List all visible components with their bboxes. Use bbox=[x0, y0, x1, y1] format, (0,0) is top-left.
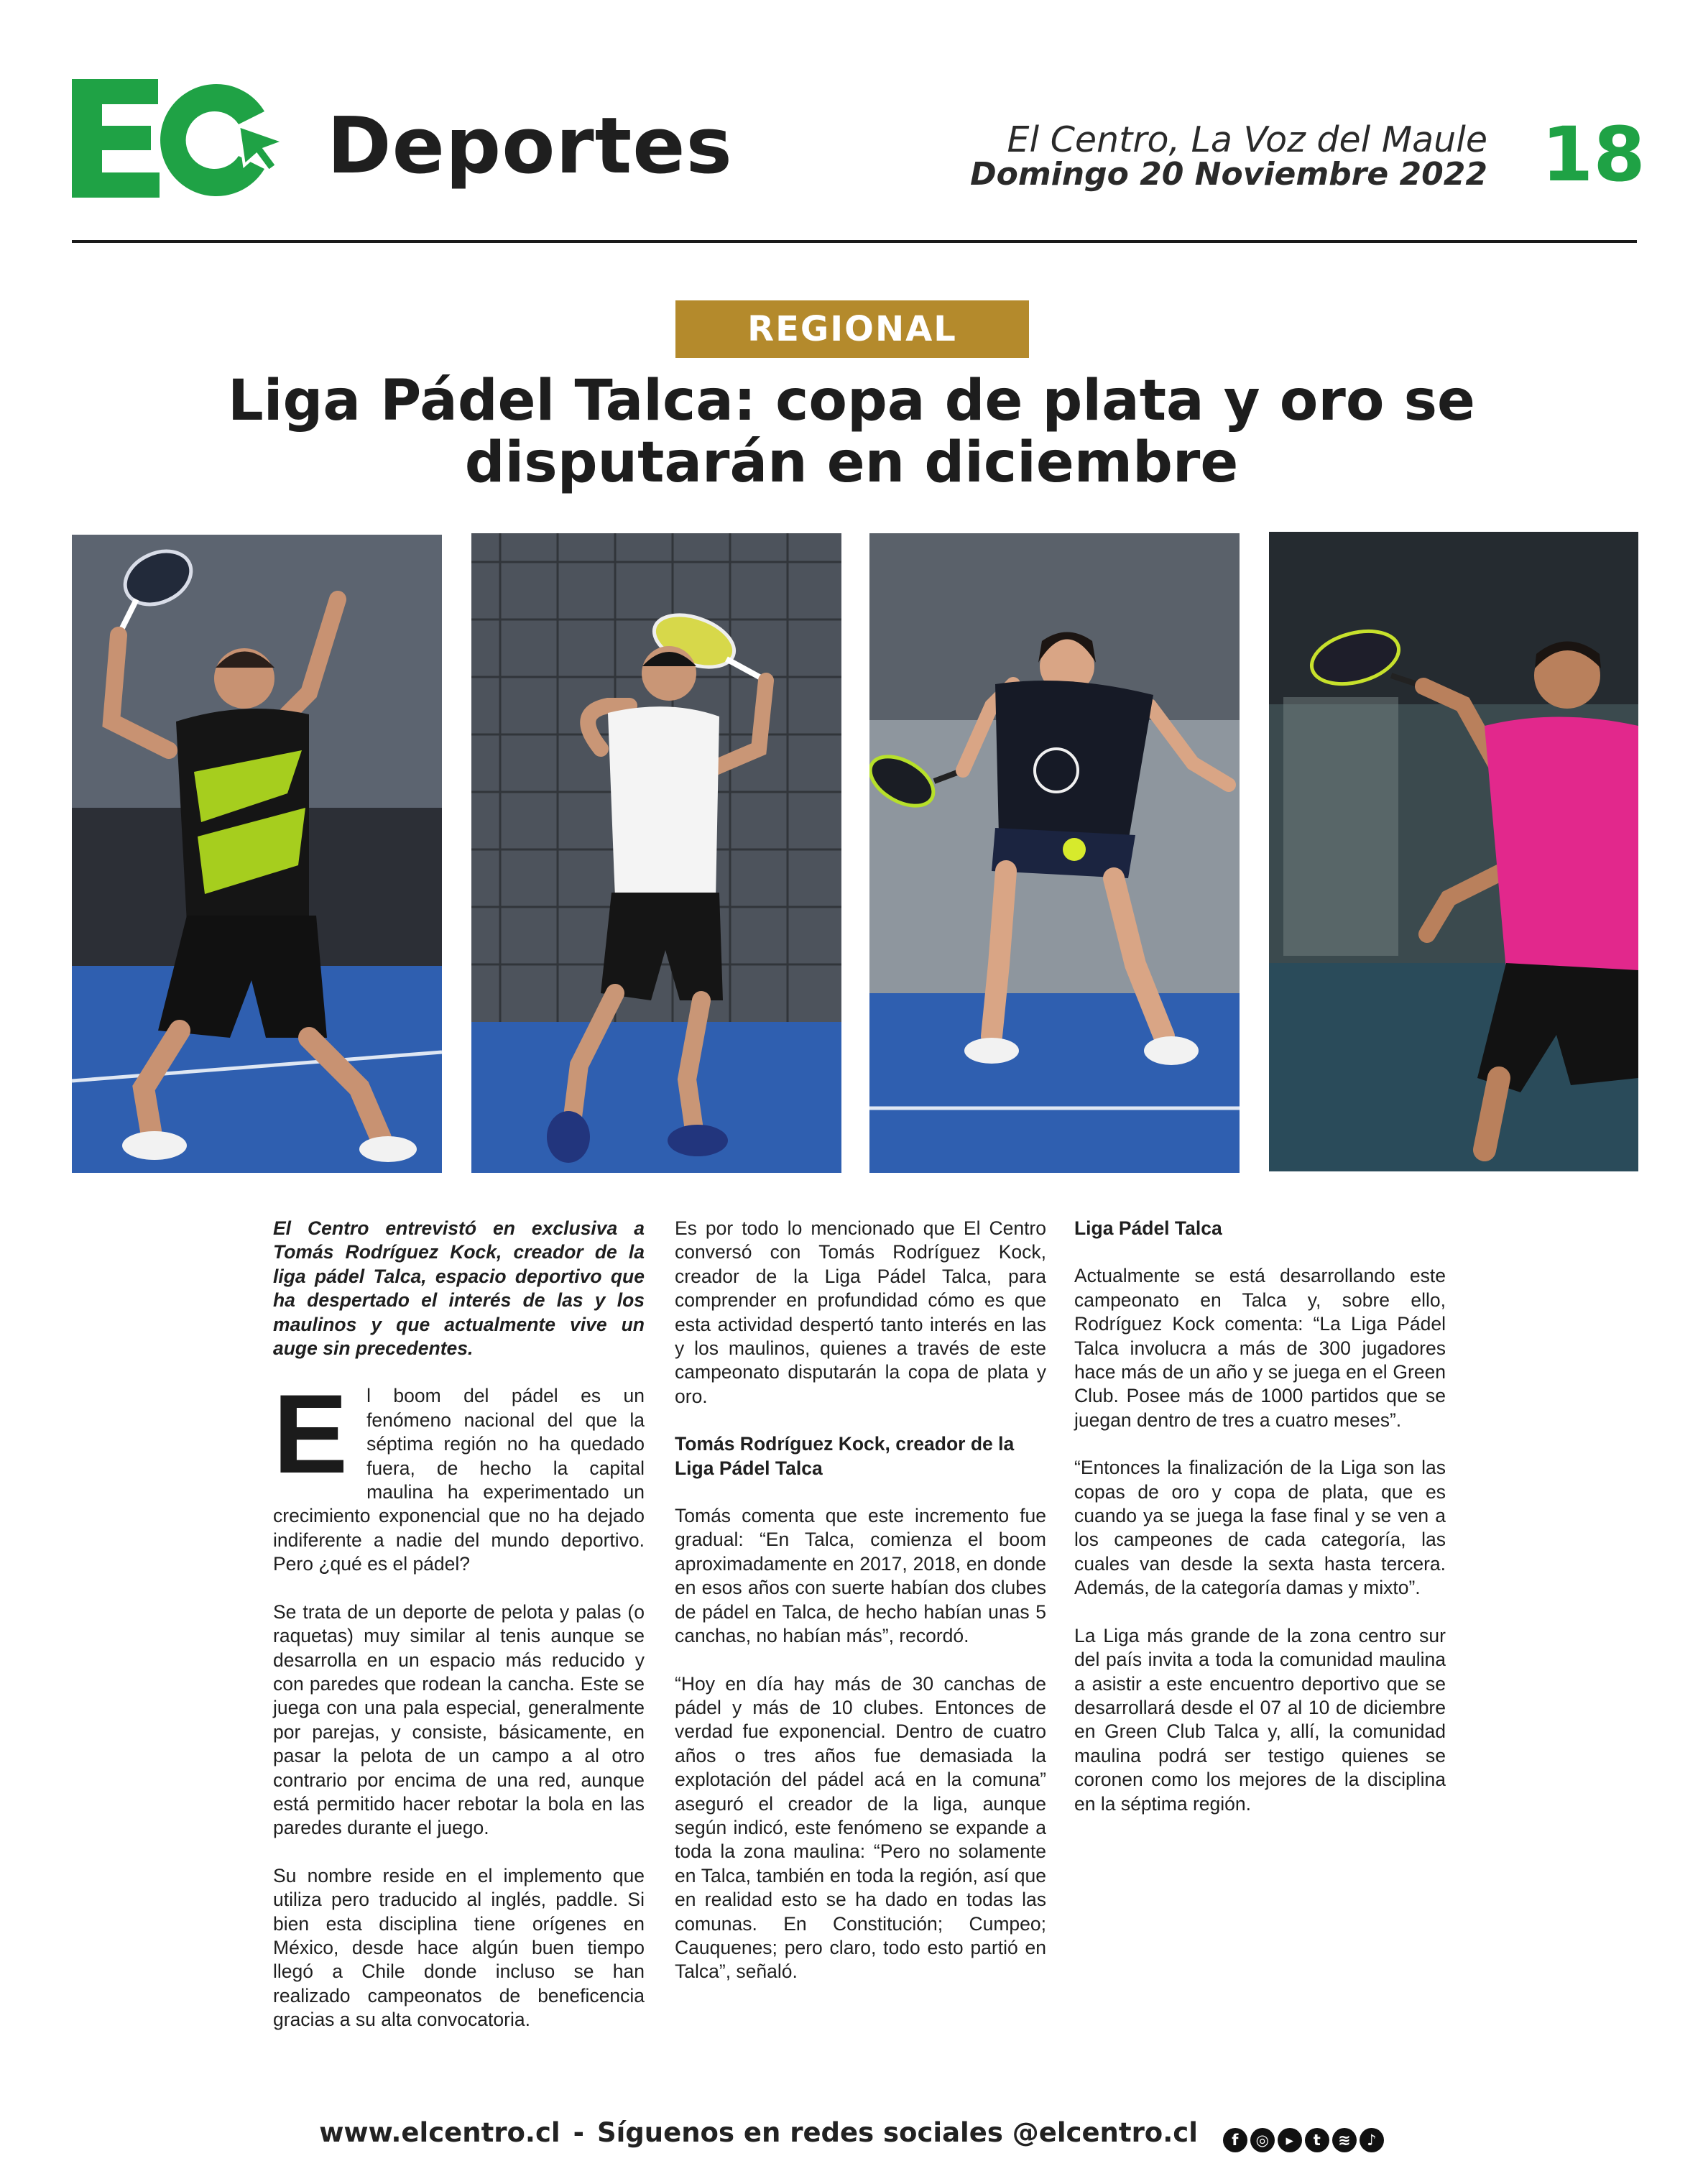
facebook-icon[interactable]: f bbox=[1223, 2128, 1247, 2152]
drop-cap: E bbox=[273, 1372, 349, 1498]
photo-player-woman-black-shirt bbox=[869, 533, 1240, 1173]
section-title: Deportes bbox=[327, 101, 733, 191]
headline-line: Liga Pádel Talca: copa de plata y oro se bbox=[228, 369, 1475, 433]
article-paragraph: La Liga más grande de la zona centro sur del país invita a toda la comunidad maulina a asistir a este encuentro deportivo que se desarrollará desde el 07 al 10 de diciembre en Green Club Talca y, allí, la comunidad maulina podrá ser testigo quienes se coronen como los mejores de la disciplina en la séptima región. bbox=[1074, 1624, 1446, 1815]
headline-line: disputarán en diciembre bbox=[464, 430, 1239, 495]
footer-separator: - bbox=[573, 2117, 584, 2148]
article-lede: El Centro entrevistó en exclusiva a Tomás Rodríguez Kock, creador de la liga pádel Talca, espacio deportivo que ha despertado el interés de las y los maulinos y que actualmente vive un auge sin precedentes. bbox=[273, 1217, 645, 1360]
article-column-2 bbox=[675, 1217, 1046, 2008]
article-subheading: Liga Pádel Talca bbox=[1074, 1217, 1222, 1239]
article-paragraph: Es por todo lo mencionado que El Centro conversó con Tomás Rodríguez Kock, creador de la Liga Pádel Talca, para comprender en profundidad cómo es que esta actividad despertó tanto interés en las y los maulinos, quienes a través de este campeonato disputarán la copa de plata y oro. bbox=[675, 1217, 1046, 1407]
instagram-icon[interactable]: ◎ bbox=[1250, 2128, 1275, 2152]
photo-player-green-shirt bbox=[72, 535, 442, 1173]
article-paragraph: “Hoy en día hay más de 30 canchas de pádel y más de 10 clubes. Entonces de verdad fue exponencial. Dentro de cuatro años o tres años fue demasiada la explotación del pádel acá en la comuna” aseguró el creador de la liga, aunque según indicó, este fenómeno se expande a toda la zona maulina: “Pero no solamente en Talca, también en toda la región, así que en realidad esto se ha dado en todas las comunas. En Constitución; Cumpeo; Cauquenes; pero claro, todo esto partió en Talca”, señaló. bbox=[675, 1672, 1046, 1983]
header-divider bbox=[72, 240, 1637, 243]
social-text: Síguenos en redes sociales @elcentro.cl bbox=[596, 2117, 1198, 2148]
page-number: 18 bbox=[1541, 111, 1646, 198]
tiktok-icon[interactable]: ♪ bbox=[1360, 2128, 1384, 2152]
twitter-icon[interactable]: t bbox=[1305, 2128, 1329, 2152]
photo-player-white-shirt bbox=[471, 533, 841, 1173]
article-paragraph: Se trata de un deporte de pelota y palas (o raquetas) muy similar al tenis aunque se desarrolla en un espacio más reducido y con paredes que rodean la cancha. Este se juega con una pala especial, generalmente por parejas, y consiste, básicamente, en pasar la pelota de un campo a al otro contrario por encima de una red, aunque está permitido hacer rebotar la bola en las paredes durante el juego. bbox=[273, 1600, 645, 1839]
article-headline bbox=[144, 370, 1559, 494]
section-kicker: REGIONAL bbox=[675, 300, 1029, 358]
article-paragraph: Tomás comenta que este incremento fue gradual: “En Talca, comienza el boom aproximadamente en 2017, 2018, en donde en esos años con suerte habían dos clubes de pádel en Talca, de hecho habían unas 5 canchas, no habían más”, recordó. bbox=[675, 1505, 1046, 1647]
article-paragraph: Su nombre reside en el implemento que utiliza pero traducido al inglés, paddle. Si bien esta disciplina tiene orígenes en México, desde hace algún buen tiempo llegó a Chile donde incluso se han realizado campeonatos de beneficencia gracias a su alta convocatoria. bbox=[273, 1864, 645, 2031]
el-centro-logo bbox=[72, 75, 287, 201]
social-icons bbox=[1223, 2128, 1384, 2152]
article-column-1 bbox=[273, 1217, 645, 2056]
article-subheading: Tomás Rodríguez Kock, creador de la Liga Pádel Talca bbox=[675, 1433, 1015, 1479]
article-column-3 bbox=[1074, 1217, 1446, 1840]
article-paragraph: “Entonces la finalización de la Liga son las copas de oro y copa de plata, que es cuando ya se juega la fase final y se ven a los campeones de cada categoría, las cuales van desde la sexta hasta tercera. Además, de la categoría damas y mixto”. bbox=[1074, 1457, 1446, 1599]
spotify-icon[interactable]: ≋ bbox=[1332, 2128, 1357, 2152]
article-paragraph: Actualmente se está desarrollando este campeonato en Talca y, sobre ello, Rodríguez Kock comenta: “La Liga Pádel Talca involucra a más de 300 jugadores hace más de un año y se juega en el Green Club. Posee más de 1000 partidos que se juegan dentro de tres a cuatro meses”. bbox=[1074, 1265, 1446, 1431]
page-footer bbox=[0, 2117, 1703, 2152]
article-paragraph bbox=[273, 1372, 645, 1576]
website-link[interactable]: www.elcentro.cl bbox=[319, 2117, 560, 2148]
paragraph-text: l boom del pádel es un fenómeno nacional del que la séptima región no ha quedado fuera, de hecho la capital maulina ha experimentado un crecimiento exponencial que no ha dejado indiferente a nadie del mundo deportivo. Pero ¿qué es el pádel? bbox=[273, 1385, 645, 1575]
youtube-icon[interactable]: ▸ bbox=[1278, 2128, 1302, 2152]
publication-date: Domingo 20 Noviembre 2022 bbox=[970, 156, 1487, 193]
photo-player-pink-shirt bbox=[1269, 532, 1638, 1171]
publication-name: El Centro, La Voz del Maule bbox=[1007, 119, 1487, 160]
